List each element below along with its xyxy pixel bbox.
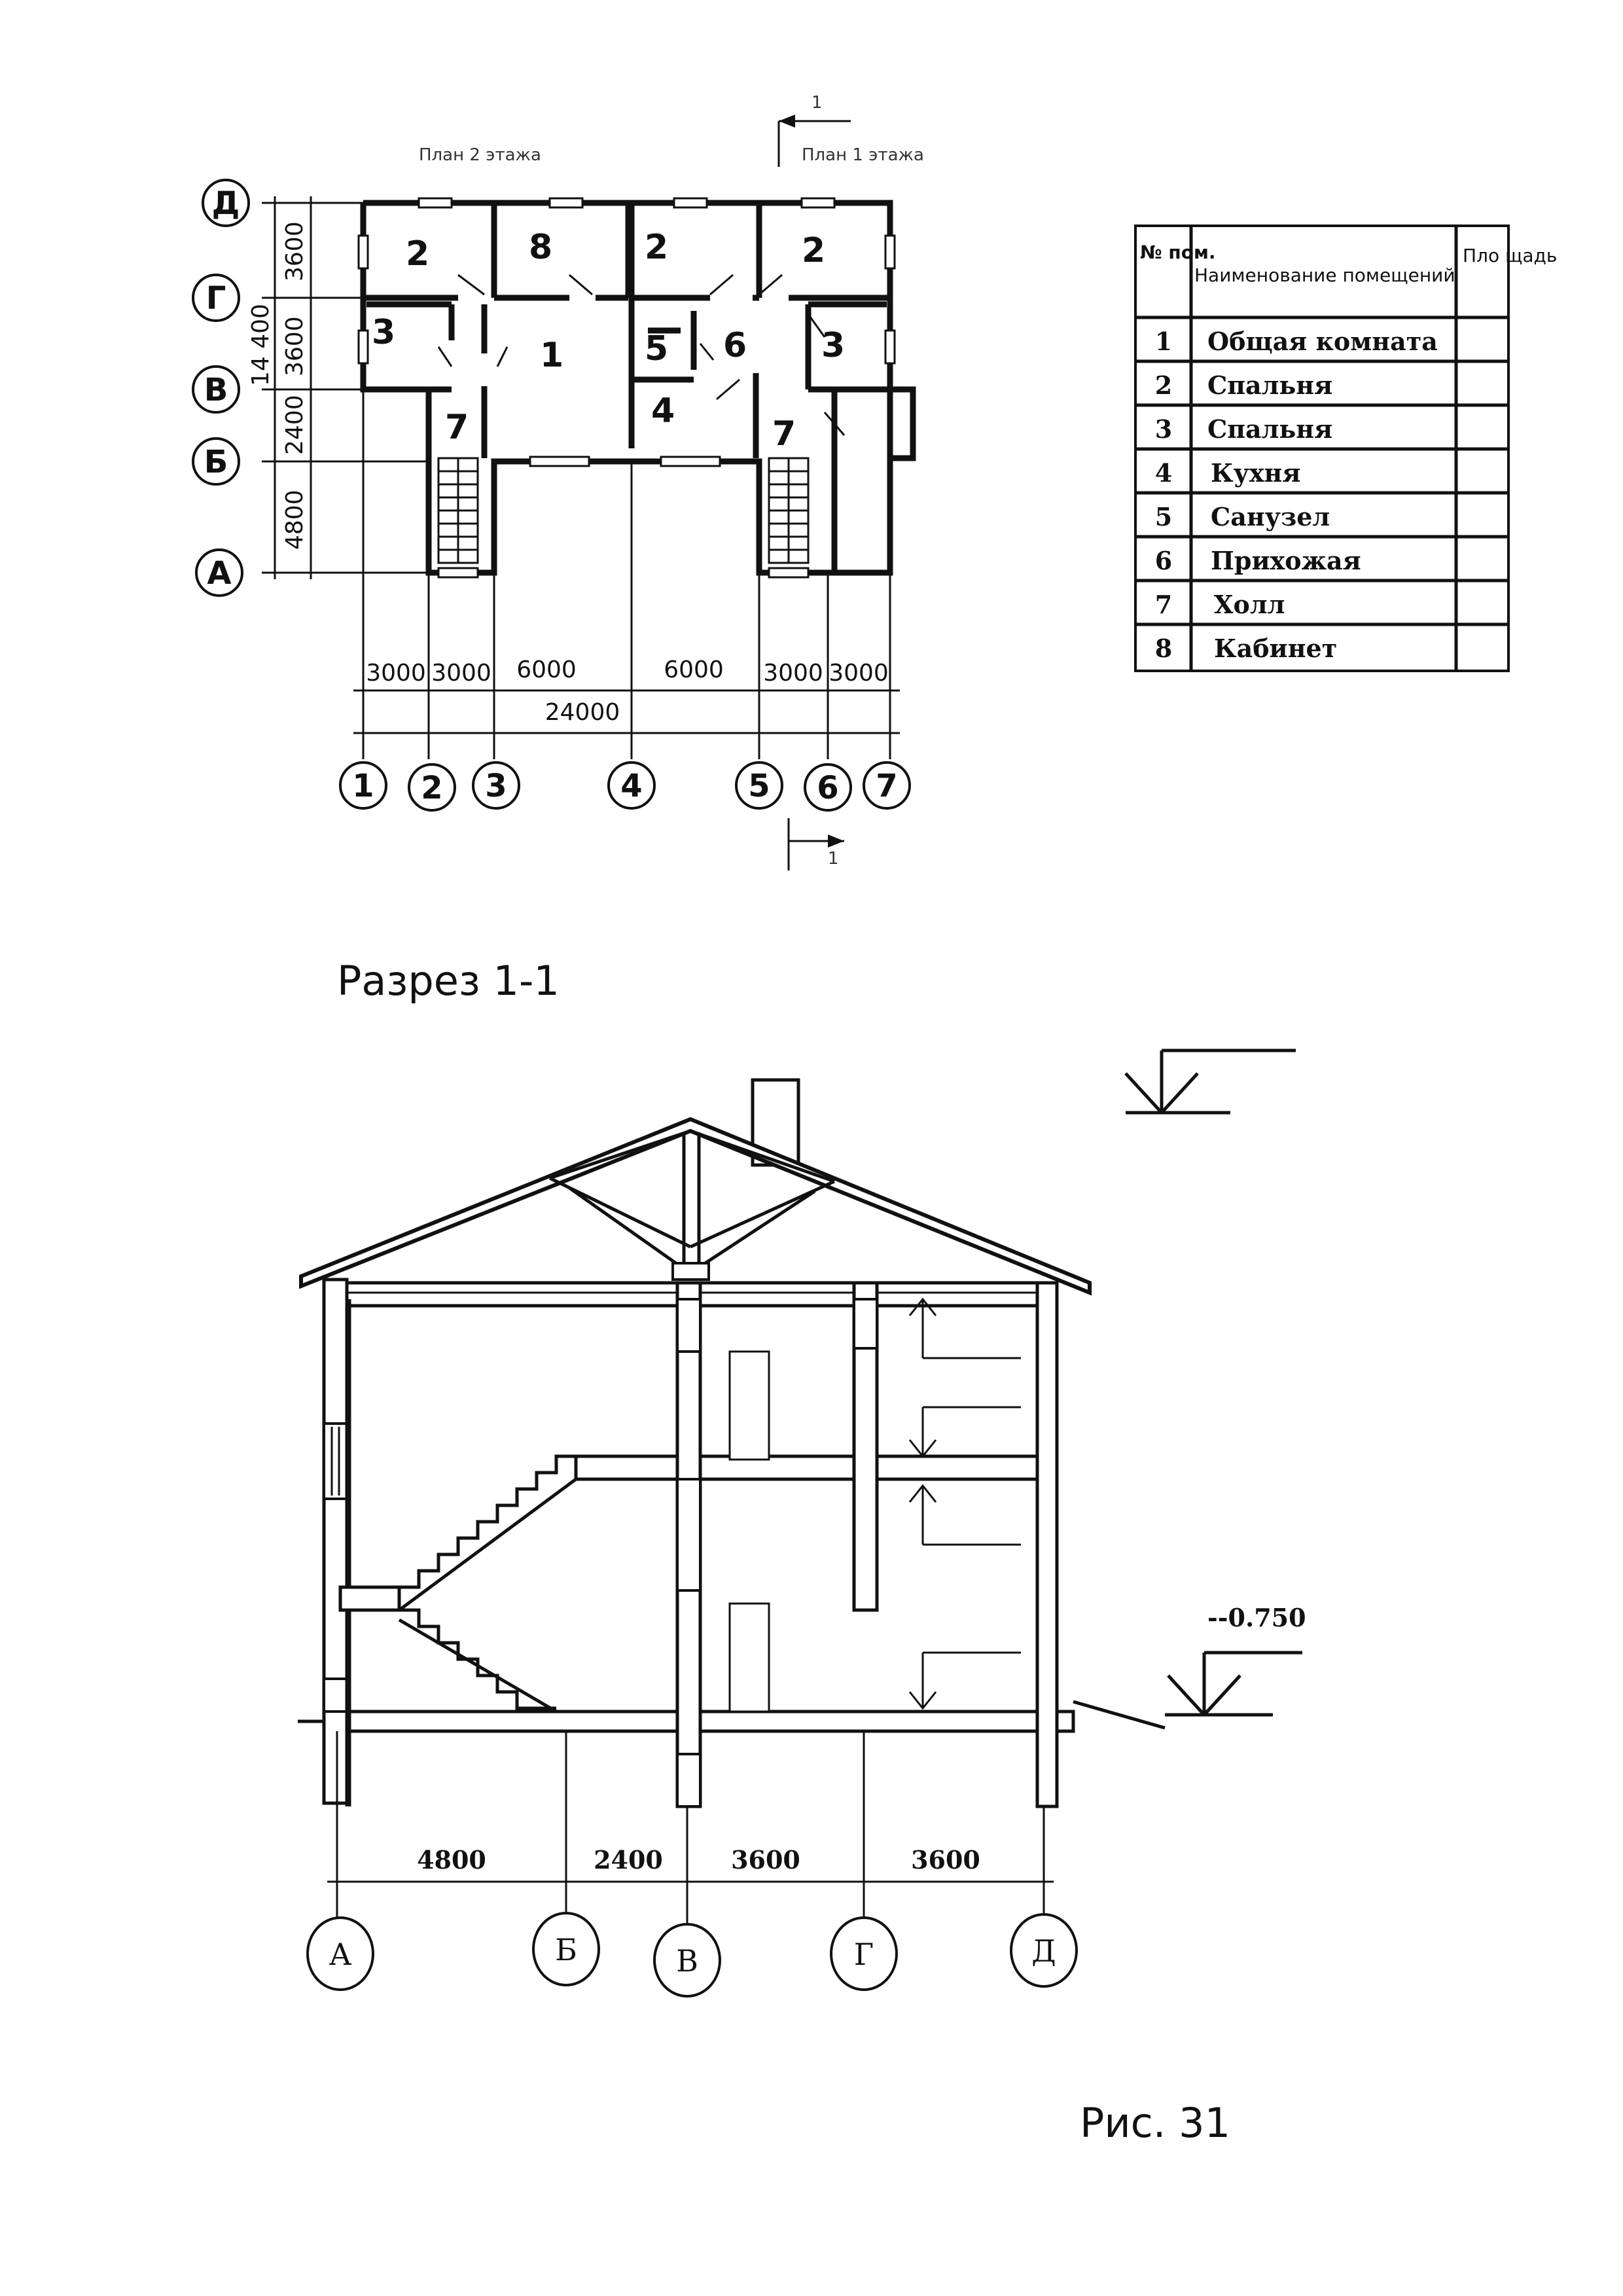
plan-col-dim: 3000 <box>763 660 823 687</box>
plan-row-axis-label: Д <box>211 185 240 222</box>
plan-col-total: 24000 <box>544 699 620 726</box>
room-number: 3 <box>372 313 396 352</box>
table-head-area: Пло щадь <box>1463 245 1558 266</box>
plan-col-dim: 6000 <box>516 656 577 683</box>
plan-row-total: 14 400 <box>247 304 274 386</box>
plan-row-axis-label: Б <box>204 444 228 480</box>
room-number: 7 <box>772 414 796 454</box>
section-axis-label: Б <box>555 1932 577 1967</box>
table-head-name: Наименование помещений <box>1194 264 1455 286</box>
table-head-num: № пом. <box>1140 242 1216 263</box>
section-stair-arrows <box>910 1299 1021 1708</box>
plan-col-dim: 3000 <box>829 660 889 687</box>
level-marker-bottom <box>1165 1603 1306 1715</box>
table-row-name: Спальня <box>1207 370 1333 400</box>
plan-row-axis-label: В <box>204 372 228 408</box>
plan-col-axis-label: 6 <box>817 770 839 806</box>
section-axis-label: В <box>676 1943 698 1979</box>
room-number: 5 <box>645 329 669 368</box>
section-axis-label: Г <box>853 1937 874 1972</box>
plan-walls <box>363 203 913 573</box>
section-title: Разрез 1-1 <box>337 957 560 1005</box>
plan-title-floor1: План 1 этажа <box>802 145 924 165</box>
level-mark-label: --0.750 <box>1207 1603 1306 1632</box>
floor-plan <box>193 93 924 870</box>
table-row-name: Санузел <box>1211 502 1330 531</box>
plan-row-dim: 3600 <box>281 221 308 281</box>
plan-col-dim: 3000 <box>366 660 426 687</box>
plan-row-axis-label: А <box>207 555 232 592</box>
room-table <box>1135 226 1557 671</box>
table-row-num: 3 <box>1154 414 1173 444</box>
section-mark-top-label: 1 <box>812 93 823 113</box>
plan-col-axis-label: 3 <box>485 768 507 804</box>
plan-title-floor2: План 2 этажа <box>419 145 541 165</box>
section-staircase <box>340 1456 576 1712</box>
plan-col-axis-label: 7 <box>876 768 898 804</box>
table-row-num: 1 <box>1154 327 1173 356</box>
plan-col-axis-label: 4 <box>620 768 643 804</box>
building-section <box>298 1050 1306 1996</box>
table-row-name: Холл <box>1214 590 1285 619</box>
room-number: 3 <box>821 326 846 365</box>
table-row-num: 2 <box>1154 370 1173 400</box>
plan-row-dim: 2400 <box>281 395 308 455</box>
room-number: 8 <box>529 228 553 267</box>
plan-row-dim: 3600 <box>281 316 308 376</box>
plan-col-axis-label: 2 <box>421 770 443 806</box>
figure-caption: Рис. 31 <box>1080 2099 1231 2147</box>
table-row-name: Общая комната <box>1207 327 1438 356</box>
section-dim: 3600 <box>911 1845 980 1874</box>
section-axis-label: А <box>329 1937 352 1972</box>
room-number: 2 <box>802 231 826 270</box>
table-row-num: 6 <box>1154 546 1173 575</box>
plan-row-axis-label: Г <box>205 280 226 317</box>
table-row-num: 4 <box>1154 458 1173 488</box>
table-row-name: Прихожая <box>1211 546 1361 575</box>
room-number: 1 <box>540 336 564 375</box>
section-axes <box>308 1913 1077 1996</box>
section-dim: 4800 <box>417 1845 486 1874</box>
section-mark-bottom <box>789 818 844 870</box>
plan-room-numbers <box>372 228 845 454</box>
table-row-name: Кабинет <box>1214 634 1338 663</box>
plan-row-dim: 4800 <box>281 490 308 550</box>
room-number: 4 <box>651 391 675 431</box>
plan-col-dim: 3000 <box>431 660 491 687</box>
table-row-num: 7 <box>1154 590 1173 619</box>
room-number: 6 <box>723 326 747 365</box>
level-marker-top <box>1126 1050 1296 1113</box>
plan-col-axis-label: 5 <box>748 768 770 804</box>
section-dim: 2400 <box>594 1845 663 1874</box>
table-row-num: 8 <box>1154 634 1173 663</box>
section-mark-bottom-label: 1 <box>828 849 839 869</box>
section-dim: 3600 <box>731 1845 800 1874</box>
table-row-name: Кухня <box>1211 458 1301 488</box>
plan-col-axis-label: 1 <box>352 768 374 804</box>
table-row-name: Спальня <box>1207 414 1333 444</box>
room-number: 7 <box>445 408 469 447</box>
room-number: 2 <box>406 234 430 274</box>
room-number: 2 <box>645 228 669 267</box>
table-row-num: 5 <box>1154 502 1173 531</box>
plan-col-dim: 6000 <box>664 656 724 683</box>
section-axis-label: Д <box>1031 1933 1056 1969</box>
